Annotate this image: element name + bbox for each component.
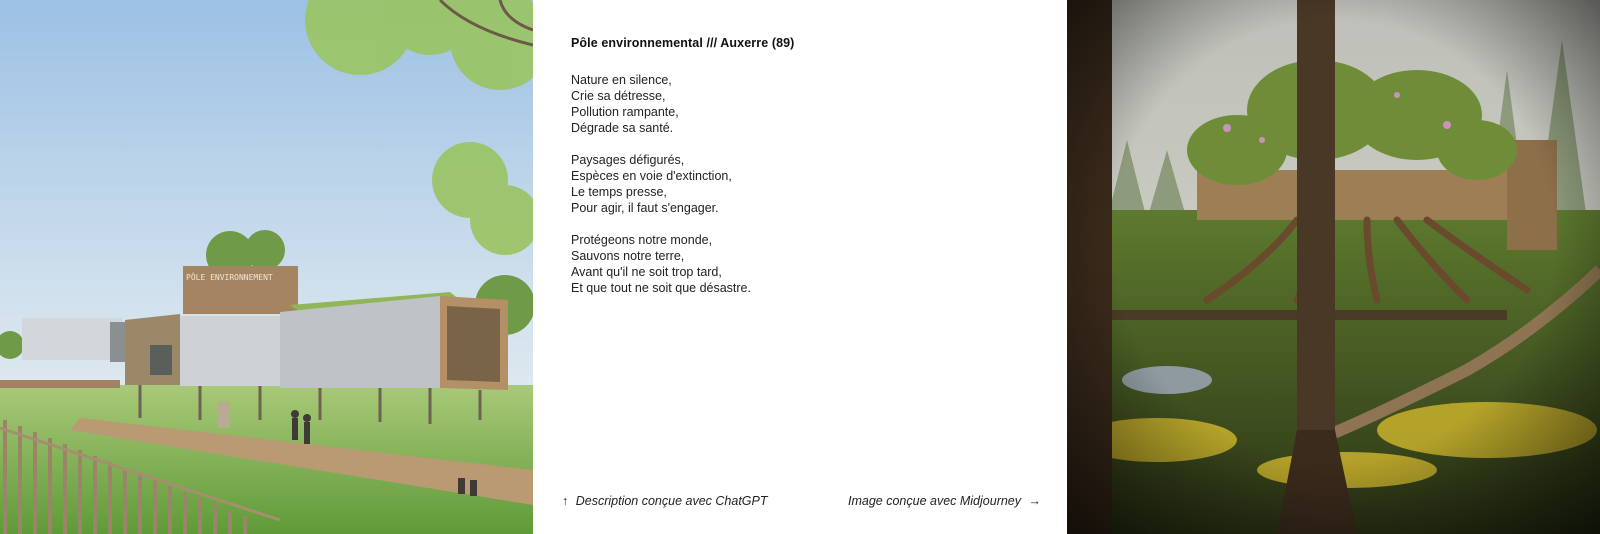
credit-midjourney xyxy=(848,494,1045,508)
poem xyxy=(571,72,1011,312)
arrow-up-icon: ↑ xyxy=(562,494,569,508)
poem-stanza-1 xyxy=(571,72,1011,136)
poem-line: Et que tout ne soit que désastre. xyxy=(571,281,751,295)
credit-chatgpt-label: Description conçue avec ChatGPT xyxy=(575,494,768,508)
credit-midjourney-label: Image conçue avec Midjourney xyxy=(848,494,1022,508)
poem-line: Paysages défigurés, xyxy=(571,153,685,167)
architectural-render-image xyxy=(0,0,533,534)
render-illustration xyxy=(0,0,533,534)
poem-line: Crie sa détresse, xyxy=(571,89,666,103)
poem-line: Protégeons notre monde, xyxy=(571,233,713,247)
ai-generated-image xyxy=(1067,0,1600,534)
arrow-right-icon: → xyxy=(1028,494,1041,508)
credit-chatgpt xyxy=(558,494,768,508)
poem-stanza-3 xyxy=(571,232,1011,296)
poem-line: Dégrade sa santé. xyxy=(571,121,674,135)
building-sign: PÔLE ENVIRONNEMENT xyxy=(186,273,273,282)
ai-render-illustration xyxy=(1067,0,1600,534)
poem-line: Sauvons notre terre, xyxy=(571,249,685,263)
poem-line: Espèces en voie d'extinction, xyxy=(571,169,732,183)
poem-line: Nature en silence, xyxy=(571,73,672,87)
page-title: Pôle environnemental /// Auxerre (89) xyxy=(571,36,795,50)
poem-line: Avant qu'il ne soit trop tard, xyxy=(571,265,722,279)
poem-stanza-2 xyxy=(571,152,1011,216)
poem-line: Pour agir, il faut s'engager. xyxy=(571,201,719,215)
poem-line: Pollution rampante, xyxy=(571,105,679,119)
text-panel xyxy=(533,0,1067,534)
poem-line: Le temps presse, xyxy=(571,185,667,199)
